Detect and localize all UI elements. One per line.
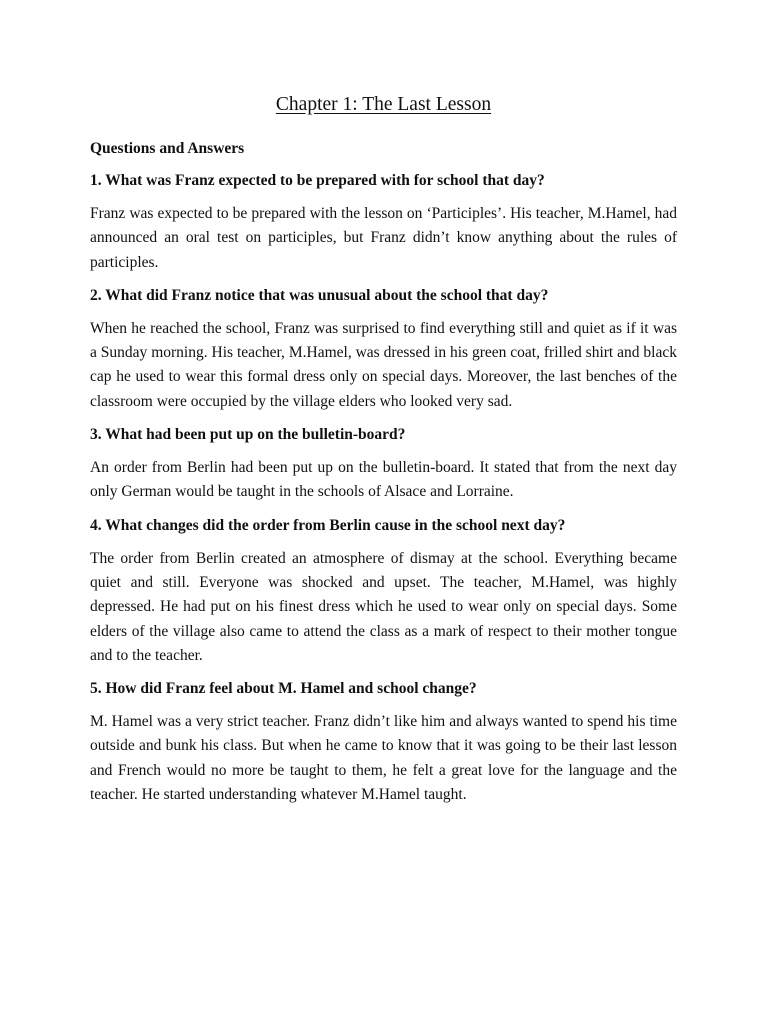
document-page [90,92,677,817]
question-2: 2. What did Franz notice that was unusual about the school that day? [90,286,549,304]
answer-3: An order from Berlin had been put up on the bulletin-board. It stated that from the next day only German would be taught in the schools of Alsace and Lorraine. [90,459,677,501]
question-5: 5. How did Franz feel about M. Hamel and school change? [90,680,477,698]
question-1: 1. What was Franz expected to be prepared with for school that day? [90,172,545,189]
qa-item-3 [90,424,677,505]
question-3: 3. What had been put up on the bulletin-board? [90,426,406,444]
page-title: Chapter 1: The Last Lesson [275,94,492,115]
question-4: 4. What changes did the order from Berlin cause in the school next day? [90,516,566,534]
section-subtitle: Questions and Answers [90,140,245,157]
qa-item-4 [90,515,677,668]
answer-5: M. Hamel was a very strict teacher. Franz didn’t like him and always wanted to spend his time outside and bunk his class. But when he came to know that it was going to be their last lesson and French would no more be taught to them, he felt a great love for the language and the teacher. He started understanding whatever M.Hamel taught. [90,713,677,804]
answer-1: Franz was expected to be prepared with the lesson on ‘Participles’. His teacher, M.Hamel, had announced an oral test on participles, but Franz didn’t know anything about the rules of participles. [90,205,677,271]
qa-item-5 [90,678,677,807]
answer-4: The order from Berlin created an atmosphere of dismay at the school. Everything became quiet and still. Everyone was shocked and upset. The teacher, M.Hamel, was highly depressed. He had put on his finest dress which he used to wear only on special days. Some elders of the village also came to attend the class as a mark of respect to their mother tongue and to the teacher. [90,549,677,664]
answer-2: When he reached the school, Franz was surprised to find everything still and quiet as if it was a Sunday morning. His teacher, M.Hamel, was dressed in his green coat, frilled shirt and black cap he used to wear this formal dress only on special days. Moreover, the last benches of the classroom were occupied by the village elders who looked very sad. [90,319,677,410]
qa-item-1 [90,170,677,275]
qa-item-2 [90,285,677,414]
